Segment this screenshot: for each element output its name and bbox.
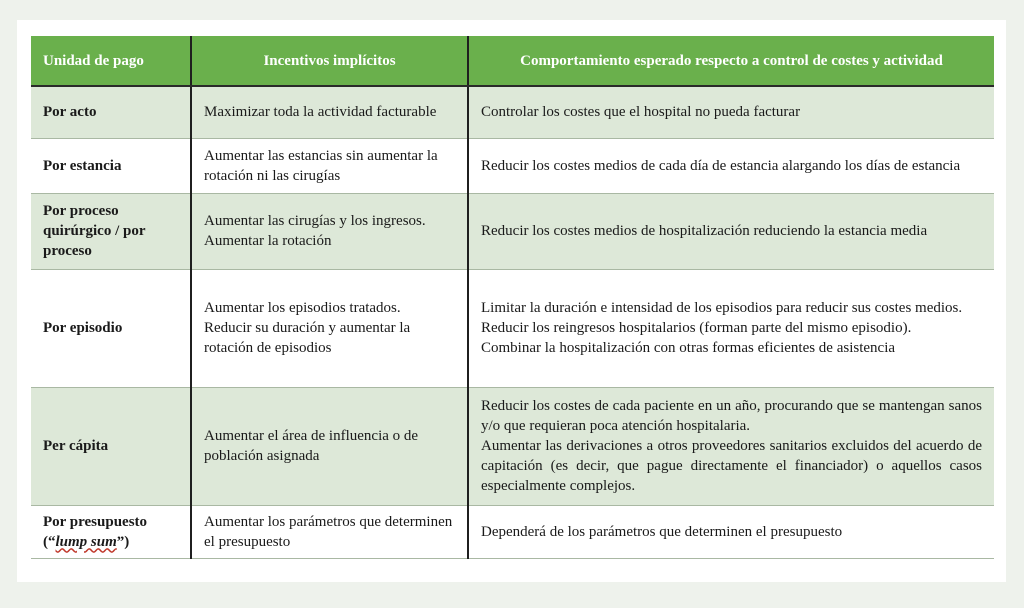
unit-cell: Por proceso quirúrgico / por proceso bbox=[31, 193, 191, 269]
table-row bbox=[31, 138, 994, 193]
incentives-cell: Aumentar las estancias sin aumentar la rotación ni las cirugías bbox=[191, 138, 468, 193]
header-incentivos: Incentivos implícitos bbox=[191, 36, 468, 86]
incentives-line: Aumentar la rotación bbox=[204, 233, 332, 249]
behavior-line: Reducir los costes de cada paciente en un año, procurando que se mantengan sanos y/o que requieran poca atención hospitalaria. bbox=[481, 398, 982, 434]
incentives-cell: Maximizar toda la actividad facturable bbox=[191, 86, 468, 138]
header-comportamiento: Comportamiento esperado respecto a control de costes y actividad bbox=[468, 36, 994, 86]
unit-open-quote: (“ bbox=[43, 533, 56, 550]
table-row bbox=[31, 86, 994, 138]
incentives-cell bbox=[191, 269, 468, 387]
behavior-cell bbox=[468, 387, 994, 505]
incentives-cell: Aumentar el área de influencia o de población asignada bbox=[191, 387, 468, 505]
payment-units-table bbox=[31, 36, 994, 559]
behavior-cell: Dependerá de los parámetros que determinen el presupuesto bbox=[468, 505, 994, 558]
table-row bbox=[31, 505, 994, 558]
behavior-cell bbox=[468, 269, 994, 387]
incentives-line: Aumentar las cirugías y los ingresos. bbox=[204, 213, 426, 229]
table-row bbox=[31, 387, 994, 505]
behavior-line: Aumentar las derivaciones a otros proveedores sanitarios excluidos del acuerdo de capitación (es decir, que pague directamente el financiador) o aquellos casos especialmente complejos. bbox=[481, 438, 982, 494]
incentives-line: Aumentar los episodios tratados. bbox=[204, 300, 401, 316]
behavior-line: Combinar la hospitalización con otras formas eficientes de asistencia bbox=[481, 340, 896, 356]
incentives-cell bbox=[191, 193, 468, 269]
unit-cell: Por estancia bbox=[31, 138, 191, 193]
unit-cell: Por episodio bbox=[31, 269, 191, 387]
unit-cell: Per cápita bbox=[31, 387, 191, 505]
unit-cell bbox=[31, 505, 191, 558]
table-row bbox=[31, 269, 994, 387]
unit-cell: Por acto bbox=[31, 86, 191, 138]
behavior-cell: Controlar los costes que el hospital no pueda facturar bbox=[468, 86, 994, 138]
unit-line: Por presupuesto bbox=[43, 513, 148, 530]
unit-close-quote: ”) bbox=[116, 533, 130, 550]
behavior-cell: Reducir los costes medios de hospitalización reduciendo la estancia media bbox=[468, 193, 994, 269]
incentives-cell: Aumentar los parámetros que determinen el presupuesto bbox=[191, 505, 468, 558]
behavior-cell: Reducir los costes medios de cada día de estancia alargando los días de estancia bbox=[468, 138, 994, 193]
lump-sum-term: lump sum bbox=[55, 533, 117, 550]
table-card bbox=[17, 20, 1006, 582]
table-row bbox=[31, 193, 994, 269]
header-unidad-de-pago: Unidad de pago bbox=[31, 36, 191, 86]
behavior-line: Reducir los reingresos hospitalarios (forman parte del mismo episodio). bbox=[481, 320, 912, 336]
behavior-line: Limitar la duración e intensidad de los episodios para reducir sus costes medios. bbox=[481, 300, 963, 316]
table-header-row bbox=[31, 36, 994, 86]
incentives-line: Reducir su duración y aumentar la rotación de episodios bbox=[204, 320, 411, 356]
